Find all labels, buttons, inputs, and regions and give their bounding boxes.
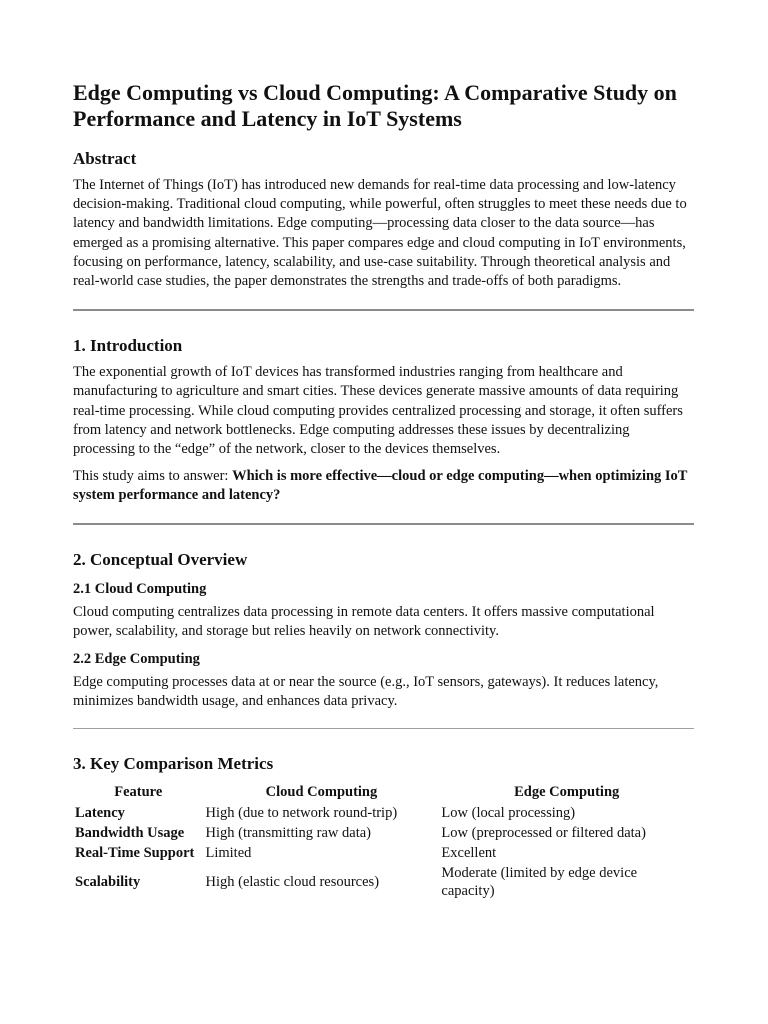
introduction-heading: 1. Introduction xyxy=(73,336,183,356)
table-cell-cloud: High (due to network round-trip) xyxy=(205,805,398,822)
table-cell-edge: Low (preprocessed or filtered data) xyxy=(441,825,646,842)
table-cell-cloud: Limited xyxy=(205,845,252,862)
table-header-row xyxy=(73,781,694,803)
edge-computing-text: Edge computing processes data at or near the source (e.g., IoT sensors, gateways). It reduces latency, minimizes bandwidth usage, and enhances data privacy. xyxy=(73,674,659,710)
table-row xyxy=(73,823,694,843)
table-cell-cloud: High (elastic cloud resources) xyxy=(205,874,380,891)
table-header-cloud: Cloud Computing xyxy=(265,784,378,801)
table-row xyxy=(73,843,694,863)
table-cell-edge: Moderate (limited by edge device capacity) xyxy=(441,865,638,900)
table-cell-feature: Bandwidth Usage xyxy=(75,825,185,842)
research-question-lead: This study aims to answer: xyxy=(73,468,233,485)
table-row xyxy=(73,803,694,823)
table-cell-edge: Excellent xyxy=(441,845,497,862)
cloud-computing-subheading: 2.1 Cloud Computing xyxy=(73,580,207,597)
comparison-table xyxy=(73,781,694,901)
abstract-heading: Abstract xyxy=(73,149,137,168)
metrics-heading: 3. Key Comparison Metrics xyxy=(73,754,274,774)
table-cell-edge: Low (local processing) xyxy=(441,805,576,822)
cloud-computing-text: Cloud computing centralizes data processing in remote data centers. It offers massive computational power, scalability, and storage but relies heavily on network connectivity. xyxy=(73,603,655,639)
research-question xyxy=(73,467,694,505)
table-cell-feature: Scalability xyxy=(75,874,141,891)
table-row xyxy=(73,863,694,901)
table-cell-cloud: High (transmitting raw data) xyxy=(205,825,371,842)
table-cell-feature: Latency xyxy=(75,805,125,822)
abstract-text: The Internet of Things (IoT) has introduced new demands for real-time data processing and low-latency decision-making. Traditional cloud computing, while powerful, often struggles to meet these needs due to latency and bandwidth limitations. Edge computing—processing data closer to the data source—has emerged as a promising alternative. This paper compares edge and cloud computing in IoT environments, focusing on performance, latency, scalability, and use-case suitability. Through theoretical analysis and real-world case studies, the paper demonstrates the strengths and trade-offs of both paradigms. xyxy=(73,177,687,290)
table-header-edge: Edge Computing xyxy=(514,784,620,801)
table-cell-feature: Real-Time Support xyxy=(75,845,195,862)
introduction-paragraph: The exponential growth of IoT devices has transformed industries ranging from healthcare and manufacturing to agriculture and smart cities. These devices generate massive amounts of data requiring real-time processing. While cloud computing provides centralized processing and storage, it often suffers from latency and network bottlenecks. Edge computing addresses these issues by decentralizing processing to the “edge” of the network, closer to the devices themselves. xyxy=(73,364,683,458)
table-header-feature: Feature xyxy=(114,784,163,801)
overview-heading: 2. Conceptual Overview xyxy=(73,549,248,569)
paper-title: Edge Computing vs Cloud Computing: A Comparative Study on Performance and Latency in IoT Systems xyxy=(73,80,677,131)
edge-computing-subheading: 2.2 Edge Computing xyxy=(73,651,200,668)
research-question-text: Which is more effective—cloud or edge computing—when optimizing IoT system performance and latency? xyxy=(73,468,688,504)
